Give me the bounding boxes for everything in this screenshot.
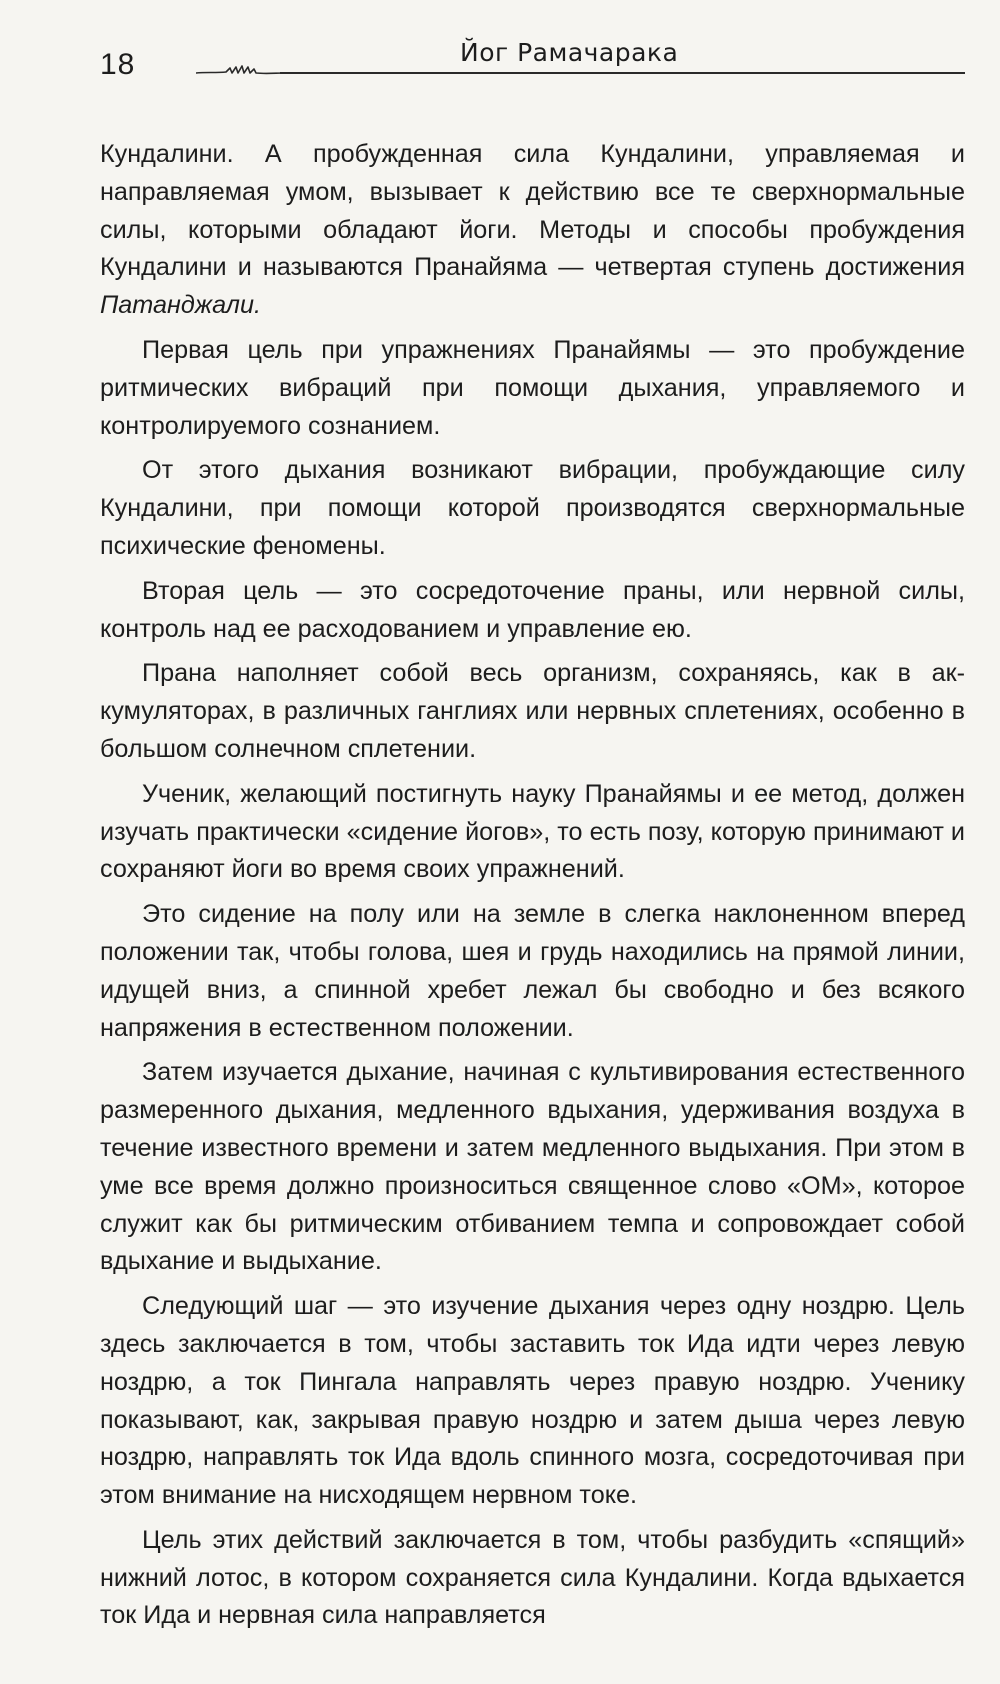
- body-text: [100, 136, 965, 1642]
- paragraph-1-italic: Патанджали.: [100, 291, 262, 320]
- paragraph-7: Это сидение на полу или на земле в слегка наклоненном вперед положении так, чтобы голова, шея и грудь находились на прямой линии, идущей вниз, а спинной хребет лежал бы свободно и без всякого напряжения в естественном положении.: [100, 900, 965, 1042]
- running-header-title: Йог Рамачарака: [460, 38, 679, 67]
- paragraph-8: Затем изучается дыхание, начиная с культивирования естественного размеренного дыхания, медленного вдыхания, удерживания воздуха в течение известного времени и затем медленного выдыхания. При этом в уме все время должно произноситься священное слово «ОМ», которое служит как бы ритмическим отбиванием темпа и сопровождает собой вдыхание и выдыхание.: [100, 1058, 965, 1276]
- paragraph-3: От этого дыхания возникают вибрации, пробуждающие силу Кундалини, при помощи которой производятся сверхнормальные психические феномены.: [100, 456, 965, 560]
- paragraph-5: Прана наполняет собой весь организм, сохраняясь, как в аккумуляторах, в различных ганглиях или нервных сплетениях, особенно в большом солнечном сплетении.: [100, 659, 965, 763]
- paragraph-6: Ученик, желающий постигнуть науку Пранайямы и ее метод, должен изучать практически «сидение йогов», то есть позу, которую принимают и сохраняют йоги во время своих упражнений.: [100, 779, 965, 884]
- paragraph-1-text: Кундалини. А пробужденная сила Кундалини, управляемая и направляемая умом, вызывает к действию все те сверхнормальные силы, которыми обладают йоги. Методы и способы пробуждения Кундалини и называются Пранайяма — четвертая ступень достижения: [100, 140, 965, 282]
- paragraph-4: Вторая цель — это сосредоточение праны, или нервной силы, контроль над ее расходованием и управление ею.: [100, 576, 965, 643]
- paragraph-9: Следующий шаг — это изучение дыхания через одну ноздрю. Цель здесь заключается в том, чтобы заставить ток Ида идти через левую ноздрю, а ток Пингала направлять через правую ноздрю. Ученику показывают, как, закрывая правую ноздрю и затем дыша через левую ноздрю, направлять ток Ида вдоль спинного мозга, сосредоточивая при этом внимание на нисходящем нервном токе.: [100, 1292, 965, 1510]
- header-ornament-icon: [196, 64, 286, 78]
- header-rule: [280, 72, 965, 74]
- paragraph-10: Цель этих действий заключается в том, чтобы разбудить «спящий» нижний лотос, в котором сохраняется сила Кундалини. Когда вдыхается ток Ида и нервная сила направляется: [100, 1525, 965, 1630]
- paragraph-2: Первая цель при упражнениях Пранайямы — это пробуждение ритмических вибраций при помощи дыхания, управляемого и контролируемого сознанием.: [100, 335, 965, 440]
- page-number: 18: [100, 48, 136, 81]
- paragraph-1: [100, 136, 965, 325]
